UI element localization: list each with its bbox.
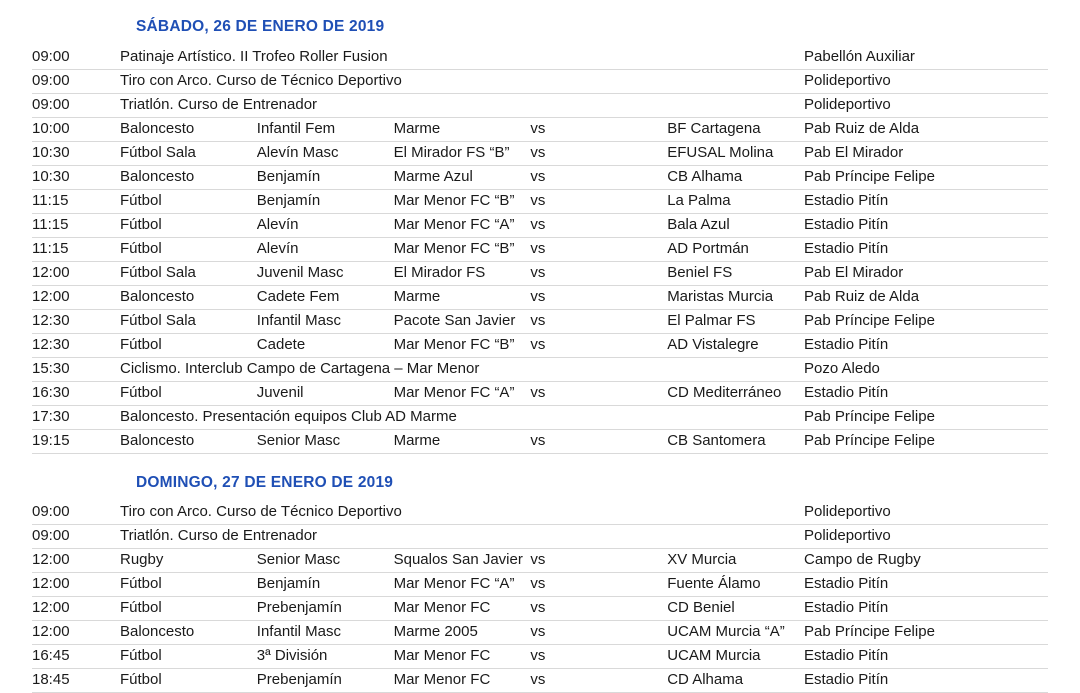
cell-venue: Estadio Pitín <box>804 213 1048 237</box>
cell-description: Baloncesto. Presentación equipos Club AD Marme <box>120 405 804 429</box>
cell-home-team: Squalos San Javier <box>394 549 531 573</box>
cell-venue: Polideportivo <box>804 525 1048 549</box>
cell-time: 18:45 <box>32 669 120 693</box>
cell-sport: Fútbol <box>120 597 257 621</box>
cell-vs: vs <box>530 309 667 333</box>
cell-away-team: AD Vistalegre <box>667 333 804 357</box>
cell-category: Alevín <box>257 213 394 237</box>
cell-venue: Pabellón Auxiliar <box>804 45 1048 69</box>
cell-sport: Fútbol <box>120 573 257 597</box>
cell-time: 09:00 <box>32 93 120 117</box>
cell-sport: Fútbol <box>120 669 257 693</box>
cell-time: 10:30 <box>32 165 120 189</box>
cell-venue: Polideportivo <box>804 501 1048 525</box>
section-domingo <box>0 454 1080 693</box>
cell-description: Patinaje Artístico. II Trofeo Roller Fusion <box>120 45 804 69</box>
cell-vs: vs <box>530 597 667 621</box>
cell-description: Ciclismo. Interclub Campo de Cartagena – Mar Menor <box>120 357 804 381</box>
cell-sport: Baloncesto <box>120 621 257 645</box>
table-row <box>32 165 1048 189</box>
cell-vs: vs <box>530 165 667 189</box>
cell-category: Infantil Fem <box>257 117 394 141</box>
cell-venue: Estadio Pitín <box>804 645 1048 669</box>
cell-vs: vs <box>530 261 667 285</box>
cell-category: Cadete <box>257 333 394 357</box>
cell-sport: Fútbol Sala <box>120 309 257 333</box>
cell-away-team: El Palmar FS <box>667 309 804 333</box>
cell-vs: vs <box>530 381 667 405</box>
cell-sport: Fútbol Sala <box>120 261 257 285</box>
cell-away-team: UCAM Murcia <box>667 645 804 669</box>
cell-sport: Baloncesto <box>120 165 257 189</box>
cell-venue: Campo de Rugby <box>804 549 1048 573</box>
cell-away-team: CB Santomera <box>667 429 804 453</box>
cell-vs: vs <box>530 669 667 693</box>
table-row <box>32 669 1048 693</box>
table-row <box>32 93 1048 117</box>
cell-description: Triatlón. Curso de Entrenador <box>120 525 804 549</box>
cell-vs: vs <box>530 645 667 669</box>
cell-home-team: El Mirador FS “B” <box>394 141 531 165</box>
cell-away-team: Beniel FS <box>667 261 804 285</box>
cell-category: Alevín Masc <box>257 141 394 165</box>
cell-time: 09:00 <box>32 501 120 525</box>
table-row <box>32 333 1048 357</box>
cell-venue: Pab El Mirador <box>804 261 1048 285</box>
cell-vs: vs <box>530 573 667 597</box>
cell-category: Benjamín <box>257 165 394 189</box>
cell-time: 12:00 <box>32 285 120 309</box>
cell-time: 19:15 <box>32 429 120 453</box>
cell-venue: Estadio Pitín <box>804 669 1048 693</box>
cell-description: Tiro con Arco. Curso de Técnico Deportivo <box>120 501 804 525</box>
table-row <box>32 597 1048 621</box>
cell-sport: Fútbol <box>120 189 257 213</box>
cell-time: 11:15 <box>32 237 120 261</box>
cell-venue: Estadio Pitín <box>804 333 1048 357</box>
cell-category: Senior Masc <box>257 429 394 453</box>
table-row <box>32 237 1048 261</box>
cell-away-team: UCAM Murcia “A” <box>667 621 804 645</box>
cell-category: Infantil Masc <box>257 621 394 645</box>
table-row <box>32 213 1048 237</box>
cell-home-team: Mar Menor FC “B” <box>394 333 531 357</box>
cell-away-team: Fuente Álamo <box>667 573 804 597</box>
table-row <box>32 621 1048 645</box>
cell-venue: Estadio Pitín <box>804 237 1048 261</box>
cell-away-team: Bala Azul <box>667 213 804 237</box>
cell-time: 09:00 <box>32 69 120 93</box>
cell-venue: Pozo Aledo <box>804 357 1048 381</box>
cell-vs: vs <box>530 141 667 165</box>
cell-vs: vs <box>530 549 667 573</box>
cell-sport: Baloncesto <box>120 429 257 453</box>
table-row <box>32 429 1048 453</box>
section-title-sabado: SÁBADO, 26 DE ENERO DE 2019 <box>0 0 1080 45</box>
table-row <box>32 189 1048 213</box>
cell-description: Tiro con Arco. Curso de Técnico Deportivo <box>120 69 804 93</box>
cell-time: 12:00 <box>32 597 120 621</box>
cell-category: Juvenil Masc <box>257 261 394 285</box>
table-row <box>32 573 1048 597</box>
cell-sport: Baloncesto <box>120 117 257 141</box>
cell-time: 12:30 <box>32 309 120 333</box>
cell-category: Benjamín <box>257 573 394 597</box>
cell-venue: Polideportivo <box>804 93 1048 117</box>
cell-category: Senior Masc <box>257 549 394 573</box>
cell-home-team: Marme <box>394 285 531 309</box>
cell-sport: Fútbol Sala <box>120 141 257 165</box>
cell-time: 09:00 <box>32 45 120 69</box>
cell-home-team: Mar Menor FC <box>394 669 531 693</box>
cell-category: 3ª División <box>257 645 394 669</box>
cell-venue: Polideportivo <box>804 69 1048 93</box>
cell-category: Cadete Fem <box>257 285 394 309</box>
cell-sport: Fútbol <box>120 333 257 357</box>
cell-time: 12:30 <box>32 333 120 357</box>
cell-time: 10:30 <box>32 141 120 165</box>
cell-sport: Rugby <box>120 549 257 573</box>
schedule-table-body-domingo <box>32 501 1048 693</box>
cell-away-team: CD Beniel <box>667 597 804 621</box>
cell-vs: vs <box>530 333 667 357</box>
cell-sport: Fútbol <box>120 381 257 405</box>
cell-venue: Estadio Pitín <box>804 597 1048 621</box>
cell-venue: Pab El Mirador <box>804 141 1048 165</box>
table-row <box>32 549 1048 573</box>
cell-venue: Estadio Pitín <box>804 381 1048 405</box>
cell-home-team: Mar Menor FC “B” <box>394 237 531 261</box>
cell-time: 12:00 <box>32 621 120 645</box>
cell-home-team: Mar Menor FC “A” <box>394 381 531 405</box>
table-row <box>32 141 1048 165</box>
cell-time: 12:00 <box>32 573 120 597</box>
cell-vs: vs <box>530 117 667 141</box>
cell-away-team: Maristas Murcia <box>667 285 804 309</box>
cell-home-team: Pacote San Javier <box>394 309 531 333</box>
cell-category: Juvenil <box>257 381 394 405</box>
cell-venue: Pab Príncipe Felipe <box>804 621 1048 645</box>
cell-home-team: Marme Azul <box>394 165 531 189</box>
cell-away-team: XV Murcia <box>667 549 804 573</box>
cell-time: 17:30 <box>32 405 120 429</box>
cell-time: 15:30 <box>32 357 120 381</box>
cell-venue: Pab Príncipe Felipe <box>804 429 1048 453</box>
cell-away-team: CD Mediterráneo <box>667 381 804 405</box>
cell-time: 16:45 <box>32 645 120 669</box>
cell-category: Alevín <box>257 237 394 261</box>
cell-vs: vs <box>530 189 667 213</box>
cell-home-team: El Mirador FS <box>394 261 531 285</box>
cell-home-team: Marme <box>394 429 531 453</box>
cell-vs: vs <box>530 621 667 645</box>
cell-venue: Pab Ruiz de Alda <box>804 117 1048 141</box>
schedule-table-domingo <box>32 501 1048 693</box>
table-row <box>32 405 1048 429</box>
cell-vs: vs <box>530 213 667 237</box>
cell-home-team: Marme <box>394 117 531 141</box>
table-row <box>32 357 1048 381</box>
cell-category: Prebenjamín <box>257 669 394 693</box>
cell-home-team: Mar Menor FC “A” <box>394 213 531 237</box>
cell-time: 11:15 <box>32 189 120 213</box>
cell-home-team: Mar Menor FC “A” <box>394 573 531 597</box>
cell-time: 12:00 <box>32 261 120 285</box>
section-title-domingo: DOMINGO, 27 DE ENERO DE 2019 <box>0 454 1080 501</box>
table-row <box>32 117 1048 141</box>
table-row <box>32 285 1048 309</box>
cell-venue: Pab Príncipe Felipe <box>804 165 1048 189</box>
cell-category: Infantil Masc <box>257 309 394 333</box>
table-row <box>32 381 1048 405</box>
table-row <box>32 501 1048 525</box>
cell-home-team: Marme 2005 <box>394 621 531 645</box>
cell-category: Benjamín <box>257 189 394 213</box>
table-row <box>32 69 1048 93</box>
cell-venue: Pab Príncipe Felipe <box>804 309 1048 333</box>
cell-home-team: Mar Menor FC “B” <box>394 189 531 213</box>
cell-time: 12:00 <box>32 549 120 573</box>
cell-vs: vs <box>530 429 667 453</box>
cell-vs: vs <box>530 237 667 261</box>
cell-category: Prebenjamín <box>257 597 394 621</box>
cell-sport: Fútbol <box>120 213 257 237</box>
cell-time: 10:00 <box>32 117 120 141</box>
cell-away-team: EFUSAL Molina <box>667 141 804 165</box>
table-row <box>32 645 1048 669</box>
table-row <box>32 309 1048 333</box>
cell-away-team: AD Portmán <box>667 237 804 261</box>
cell-away-team: La Palma <box>667 189 804 213</box>
schedule-table-body-sabado <box>32 45 1048 453</box>
table-row <box>32 261 1048 285</box>
cell-home-team: Mar Menor FC <box>394 645 531 669</box>
cell-time: 09:00 <box>32 525 120 549</box>
cell-away-team: BF Cartagena <box>667 117 804 141</box>
cell-description: Triatlón. Curso de Entrenador <box>120 93 804 117</box>
cell-sport: Fútbol <box>120 237 257 261</box>
cell-home-team: Mar Menor FC <box>394 597 531 621</box>
cell-time: 11:15 <box>32 213 120 237</box>
cell-venue: Estadio Pitín <box>804 573 1048 597</box>
cell-away-team: CB Alhama <box>667 165 804 189</box>
table-row <box>32 525 1048 549</box>
cell-away-team: CD Alhama <box>667 669 804 693</box>
cell-venue: Estadio Pitín <box>804 189 1048 213</box>
cell-sport: Baloncesto <box>120 285 257 309</box>
cell-venue: Pab Ruiz de Alda <box>804 285 1048 309</box>
cell-vs: vs <box>530 285 667 309</box>
cell-time: 16:30 <box>32 381 120 405</box>
cell-venue: Pab Príncipe Felipe <box>804 405 1048 429</box>
cell-sport: Fútbol <box>120 645 257 669</box>
table-row <box>32 45 1048 69</box>
schedule-table-sabado <box>32 45 1048 454</box>
